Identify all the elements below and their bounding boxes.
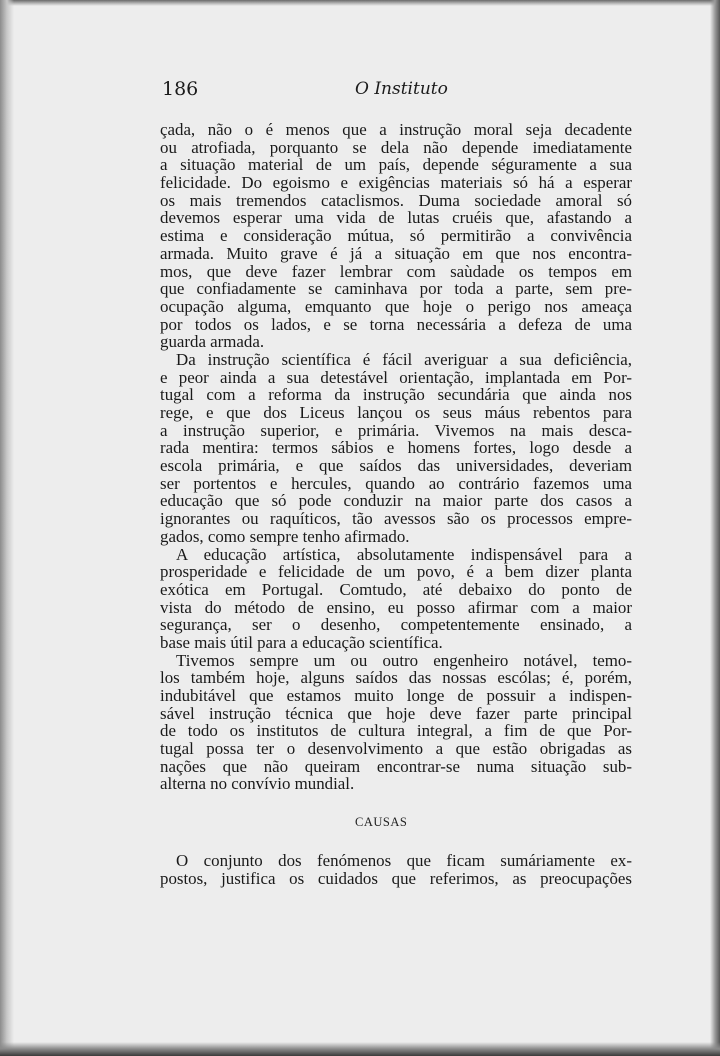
text-line: a situação material de um país, depende séguramente a sua: [160, 155, 632, 175]
text-line: devemos esperar uma vida de lutas cruéis que, afastando a: [160, 208, 632, 228]
text-line: vista do método de ensino, eu posso afirmar com a maior: [160, 597, 632, 617]
text-line: nações que não queiram encontrar-se numa situação sub-: [160, 756, 632, 776]
text-line: a instrução superior, e primária. Vivemos na mais desca-: [160, 420, 632, 440]
text-line: O conjunto dos fenómenos que ficam sumáriamente ex-: [176, 851, 632, 870]
text-line: tugal com a reforma da instrução secundária que ainda nos: [160, 385, 632, 405]
text-line: por todos os lados, e se torna necessária a defeza de uma: [160, 314, 632, 334]
text-line: alterna no convívio mundial.: [160, 774, 355, 794]
text-line: que confiadamente se caminhava por toda a parte, sem pre-: [160, 279, 632, 299]
text-line: segurança, ser o desenho, competentemente ensinado, a: [160, 615, 632, 635]
text-line: çada, não o é menos que a instrução moral seja decadente: [160, 120, 632, 139]
text-line: escola primária, e que saídos das universidades, deveriam: [160, 456, 632, 476]
body-text: [160, 121, 632, 793]
text-line: postos, justifica os cuidados que referimos, as preocupações: [160, 868, 632, 888]
running-title: O Instituto: [355, 79, 448, 99]
text-line: educação que só pode conduzir na maior parte dos casos a: [160, 491, 632, 511]
text-line: os mais tremendos cataclismos. Duma sociedade amoral só: [160, 190, 632, 210]
text-line: felicidade. Do egoismo e exigências materiais só há a esperar: [160, 173, 632, 193]
text-line: gados, como sempre tenho afirmado.: [160, 526, 410, 546]
text-line: mos, que deve fazer lembrar com saùdade os tempos em: [160, 261, 632, 281]
text-line: A educação artística, absolutamente indispensável para a: [176, 544, 632, 564]
text-line: rada mentira: termos sábios e homens fortes, logo desde a: [160, 438, 632, 458]
text-line: estima e consideração mútua, só permitirão a convivência: [160, 226, 632, 246]
section-heading: CAUSAS: [355, 815, 408, 829]
scan-left-edge: [0, 0, 14, 1056]
text-line: Da instrução scientífica é fácil averiguar a sua deficiência,: [176, 349, 632, 369]
text-line: ou atrofiada, porquanto se dela não depende imediatamente: [160, 137, 632, 157]
text-line: armada. Muito grave é já a situação em que nos encontra-: [160, 243, 632, 263]
scan-bottom-edge: [0, 1042, 720, 1056]
text-line: ser portentos e hercules, quando ao contrário fazemos uma: [160, 473, 632, 493]
text-line: exótica em Portugal. Comtudo, até debaixo do ponto de: [160, 579, 632, 599]
scan-right-edge: [710, 0, 720, 1056]
text-line: los também hoje, alguns saídos das nossas escólas; é, porém,: [160, 668, 632, 688]
body-text-continued: [160, 852, 632, 887]
text-line: rege, e que dos Liceus lançou os seus máus rebentos para: [160, 403, 632, 422]
text-line: Tivemos sempre um ou outro engenheiro notável, temo-: [176, 650, 632, 670]
text-line: tugal possa ter o desenvolvimento a que estão obrigadas as: [160, 739, 632, 759]
text-line: de todo os institutos de cultura integral, a fim de que Por-: [160, 721, 632, 741]
page-number: 186: [162, 78, 199, 100]
page-header: [162, 78, 632, 108]
text-line: e peor ainda a sua detestável orientação, implantada em Por-: [160, 367, 632, 387]
text-line: base mais útil para a educação scientífica.: [160, 632, 443, 652]
text-line: prosperidade e felicidade de um povo, é a bem dizer planta: [160, 562, 632, 582]
text-line: guarda armada.: [160, 332, 265, 352]
scan-top-edge: [0, 0, 720, 6]
text-line: sável instrução técnica que hoje deve fazer parte principal: [160, 703, 632, 723]
text-line: indubitável que estamos muito longe de possuir a indispen-: [160, 686, 632, 705]
text-line: ocupação alguma, emquanto que hoje o perigo nos ameaça: [160, 296, 632, 316]
text-line: ignorantes ou raquíticos, tão avessos são os processos empre-: [160, 509, 632, 529]
